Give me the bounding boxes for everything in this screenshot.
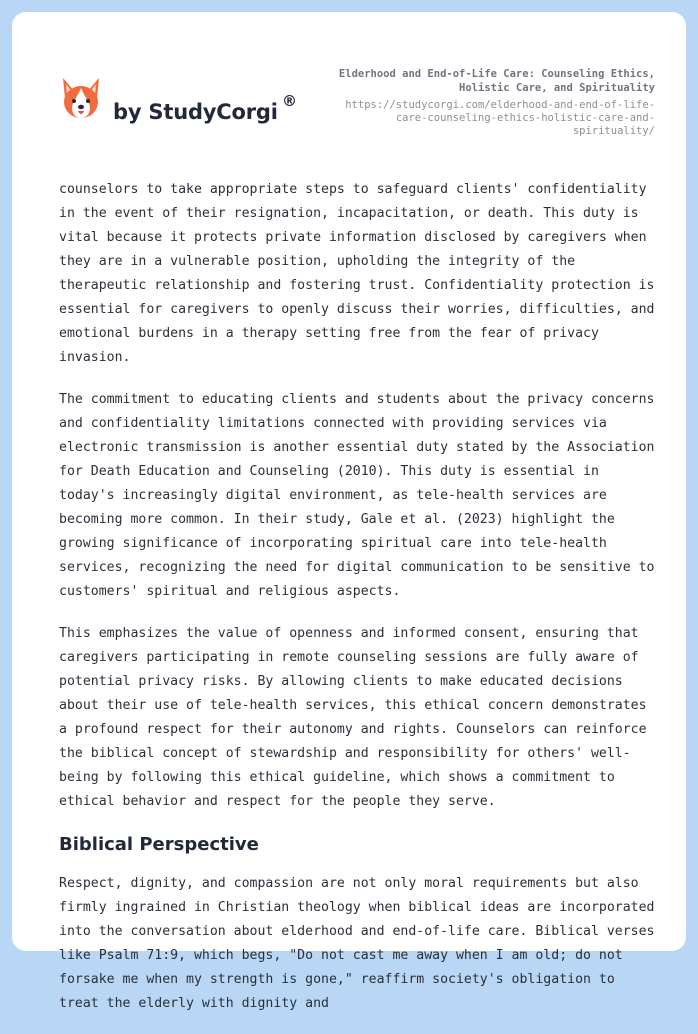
document-body <box>59 178 659 1034</box>
document-page <box>12 12 686 1011</box>
document-title: Elderhood and End-of-Life Care: Counseling Ethics, Holistic Care, and Spirituality <box>338 68 655 94</box>
body-paragraph: This emphasizes the value of openness and informed consent, ensuring that caregivers participating in remote counseling sessions are fully aware of potential privacy risks. By allowing clients to make educated decisions about their use of tele-health services, this ethical concern demonstrates a profound respect for their autonomy and rights. Counselors can reinforce the biblical concept of stewardship and responsibility for others' well-being by following this ethical guideline, which shows a commitment to ethical behavior and respect for the people they serve. <box>59 626 647 809</box>
section-heading: Biblical Perspective <box>59 834 259 855</box>
page-header <box>12 12 686 152</box>
body-paragraph: counselors to take appropriate steps to safeguard clients' confidentiality in the event of their resignation, incapacitation, or death. This duty is vital because it protects private information disclosed by caregivers when they are in a vulnerable position, upholding the integrity of the therapeutic relationship and fostering trust. Confidentiality protection is essential for caregivers to openly discuss their worries, difficulties, and emotional burdens in a therapy setting free from the fear of privacy invasion. <box>59 182 655 365</box>
corgi-logo-icon <box>60 76 102 122</box>
brand-name: by StudyCorgi <box>113 100 278 124</box>
studycorgi-logo[interactable] <box>60 76 310 136</box>
body-paragraph: The commitment to educating clients and students about the privacy concerns and confidentiality limitations connected with providing services via electronic transmission is another essential duty stated by the Association for Death Education and Counseling (2010). This duty is essential in today's increasingly digital environment, as tele-health services are becoming more common. In their study, Gale et al. (2023) highlight the growing significance of incorporating spiritual care into tele-health services, recognizing the need for digital communication to be sensitive to customers' spiritual and religious aspects. <box>59 392 655 599</box>
body-paragraph: Respect, dignity, and compassion are not only moral requirements but also firmly ingrained in Christian theology when biblical ideas are incorporated into the conversation about elderhood and end-of-life care. Biblical verses like Psalm 71:9, which begs, "Do not cast me away when I am old; do not forsake me when my strength is gone," reaffirm society's obligation to treat the elderly with dignity and <box>59 876 655 1011</box>
document-meta <box>325 67 655 138</box>
registered-mark: ® <box>282 92 297 110</box>
document-url[interactable]: https://studycorgi.com/elderhood-and-end-of-life-care-counseling-ethics-holistic-care-and-spirituality/ <box>345 99 655 137</box>
